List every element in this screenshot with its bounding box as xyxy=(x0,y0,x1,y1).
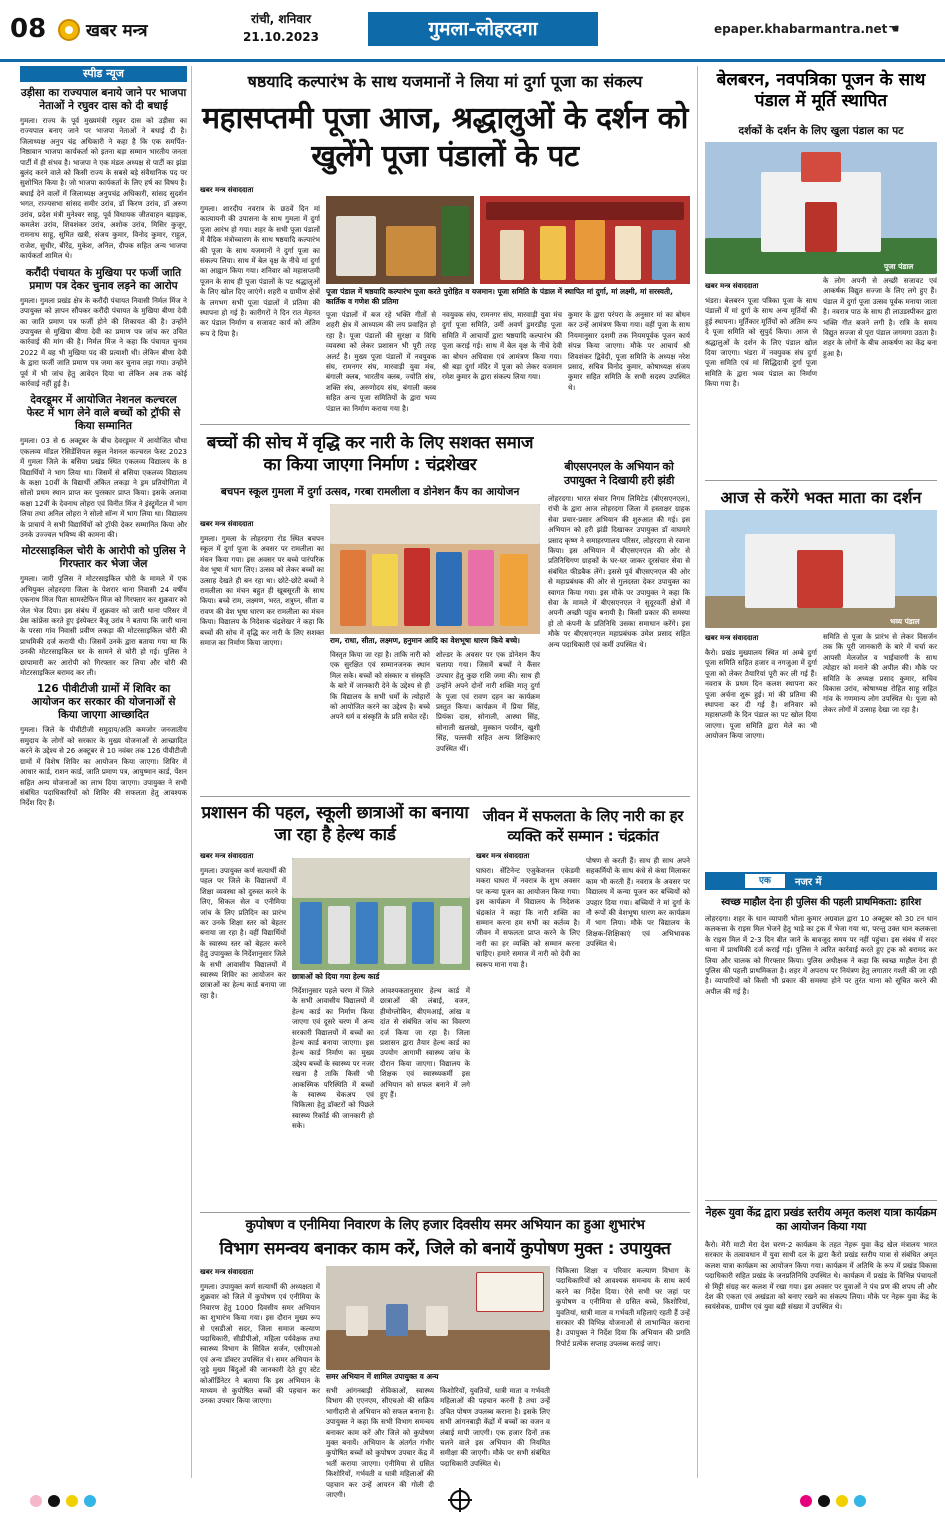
epaper-link[interactable]: epaper.khabarmantra.net xyxy=(714,22,888,36)
lead-kicker: षष्ठयादि कल्पारंभ के साथ यजमानों ने लिया मां दुर्गा पूजा का संकल्प xyxy=(247,72,643,91)
color-dot xyxy=(800,1495,812,1507)
brand-logo-icon xyxy=(58,19,80,41)
divider xyxy=(705,1200,937,1201)
speed-news-headline: 126 पीवीटीजी ग्रामों में शिविर का आयोजन कर सरकार की योजनाओं से किया जाएगा आच्छादित xyxy=(31,683,176,722)
story4-headline: प्रशासन की पहल, स्कूली छात्राओं का बनाया जा रहा है हेल्थ कार्ड xyxy=(201,803,469,845)
story6-byline: खबर मन्त्र संवाददाता xyxy=(200,1268,254,1276)
lead-text-col1: गुमला। शारदीय नवरात्र के छठवें दिन मां कात्यायनी की उपासना के साथ गुमला में दुर्गा पूजा आरंभ हो गया। शहर के सभी पूजा पंडालों में वैदिक मंत्रोच्चारण के साथ षष्ठयादि कल्पारंभ की पूजा के साथ यजमानों ने दुर्गा पूजा का संकल्प लिया। साथ में बेल वृक्ष के नीचे मां दुर्गा का आह्वान किया गया। शनिवार को महासप्तमी पूजन के साथ ही पूजा पंडालों के पट श्रद्धालुओं के लिए खोल दिए जाएंगे। शहरी व ग्रामीण क्षेत्रों के लगभग सभी पूजा पंडालों में प्रतिमा की स्थापना हो गई है। कारीगरों ने दिन रात मेहनत कर पंडाल निर्माण व सजावट कार्य को अंतिम रूप दे दिया है। xyxy=(200,204,320,338)
pandal-photo-caption: पूजा पंडाल xyxy=(884,262,914,271)
registration-mark-icon xyxy=(450,1490,470,1510)
story4-photo-caption: छात्राओं को दिया गया हेल्थ कार्ड xyxy=(292,972,380,981)
column-divider xyxy=(697,66,698,1478)
lead-text-col4: कुमार के द्वारा परंपरा के अनुसार मां का बोधन कर उन्हें आमंत्रण किया गया। वहीं पूजा के साथ नियमानुसार दशमी तक नियमपूर्वक पूजन कार्य संपन्न किया जाएगा। मौके पर आचार्य श्री शिवशंकर द्विवेदी, पूजा समिति के अध्यक्ष नरेश प्रसाद, सचिव विनोद कुमार, कोषाध्यक्ष संजय कुमार सहित समिति के सभी सदस्य उपस्थित थे। xyxy=(568,310,690,392)
brand-name: खबर मन्त्र xyxy=(86,21,148,41)
story2-byline: खबर मन्त्र संवाददाता xyxy=(200,520,254,528)
section-title: गुमला-लोहरदगा xyxy=(368,12,598,46)
lead-headline: महासप्तमी पूजा आज, श्रद्धालुओं के दर्शन को खुलेंगे पूजा पंडालों के पट xyxy=(202,101,688,174)
right-text-col2: के लोग अपनी से अच्छी सजावट एवं आकर्षक विद्युत सज्जा के लिए लगे हुए हैं। पंडाल में दुर्गा पूजा उत्सव पूर्वक मनाया जाता है। नवरात्र पाठ के साथ ही लाउडस्पीकर द्वारा भक्ति गीत बजने लगी है। रात्रि के समय विद्युत सज्जा से पूरा पंडाल जगमगा उठता है। शहर के लोगों के बीच आकर्षण का केंद्र बना हुआ है। xyxy=(823,276,937,358)
story3-body: लोहरदगा। भारत संचार निगम लिमिटेड (बीएसएनएल), रांची के द्वारा आज लोहरदगा जिला में हस्ताक्षर ग्राहक सेवा प्रचार-प्रसार अभियान की शुरुआत की गई। इस अभियान को हरी झंडी दिखाकर उपायुक्त डॉ वाघमारे प्रसाद कृष्ण ने समाहरणालय परिसर, लोहरदगा से रवाना किया। इस अभियान में बीएसएनएल की ओर से प्रतिनिधिगण ग्राहकों के घर-घर जाकर दूरसंचार सेवा से संबंधित फीडबैक लेंगे। इससे पूर्व बीएसएनएल की ओर से महाप्रबंधक की ओर से गुलदस्ता देकर उपायुक्त का स्वागत किया गया। इस मौके पर उपायुक्त ने कहा कि सेवा के मामले में बीएसएनएल ने सुदूरवर्ती क्षेत्रों में अपनी अच्छी पहुंच बनायी है। किसी प्रकार की समस्या हो तो कंपनी के प्रतिनिधि उसका समाधान करेंगे। इस मौके पर बीएसएनएल महाप्रबंधक उमेश प्रसाद सहित अन्य पदाधिकारी एवं कर्मी उपस्थित थे। xyxy=(548,494,690,649)
divider xyxy=(705,480,937,481)
story6-photo xyxy=(326,1266,550,1370)
color-dot xyxy=(48,1495,60,1507)
speed-news-headline: देवरडूमर में आयोजित नेशनल कल्चरल फेस्ट में भाग लेने वाले बच्चों को ट्रॉफी से किया सम्मानित xyxy=(26,394,181,433)
speed-news-body: गुमला। राज्य के पूर्व मुख्यमंत्री रघुवर दास को उड़ीसा का राज्यपाल बनाए जाने पर भाजपा नेताओं ने बधाई दी है। जिलाध्यक्ष अनुप चंद्र अधिकारी ने कहा है कि एक समर्पित-निष्ठावान भाजपा कार्यकर्ता को इतना बड़ा सम्मान भारतीय जनता पार्टी में ही संभव है। भाजपा ने एक मंडल अध्यक्ष से पार्टी का झंडा बुलंद करने वाले को किसी राज्य के सबसे बड़े संवैधानिक पद पर सुशोभित किया है। जो भाजपा कार्यकर्ता के लिए हर्ष का विषय है। बधाई देने वालों में जिलाध्यक्ष अनुपचंद्र अधिकारी, सांसद सुदर्शन भगत, राज्यसभा सांसद समीर उरांव, डॉ किरण उरांव, डॉ अरुण उरांव, प्रदेश मंत्री मुनेश्वर साहू, पूर्व विधायक जीतवाहन बड़ाइक, कमलेश उरांव, शिवशंकर उरांव, अशोक उरांव, मिसिर कुजूर, रामनाथ साहू, सुमित खत्री, संजय कुमार, विनोद कुमार, राहुल, राजेश, सुधीर, बीरेंद्र, मुकेश, अनिल, दीपक सहित अन्य भाजपा कार्यकर्ता शामिल थे। xyxy=(20,116,187,261)
color-dot xyxy=(836,1495,848,1507)
right-headline: बेलबरन, नवपत्रिका पूजन के साथ पंडाल में मूर्ति स्थापित xyxy=(716,70,926,111)
story4-photo xyxy=(292,858,470,970)
ek-nazar-title: नजर में xyxy=(795,877,822,888)
speed-news-body: गुमला। 03 से 6 अक्टूबर के बीच देवरडूमर में आयोजित चौथा एकलव्य मॉडल रेसिडेंशियल स्कूल नेशनल कल्चरल फेस्ट 2023 में गुमला जिले के बसिया प्रखंड स्थित एकलव्य विद्यालय के 8 विद्यार्थियों ने भाग लिया था। जिसमें से बसिया एकलव्य विद्यालय के कक्षा 10वीं के विद्यार्थी अंकित लकड़ा ने ड्रम प्रतियोगिता में सोलो प्रथम स्थान प्राप्त कर पुरस्कार प्राप्त किया। इसके अलावा कक्षा 12वीं के देवनाथ लोहरा एवं विनीत मिंज ने इंस्ट्रूमेंटल में भाग लिया तथा अनिल लोहरा ने सोलो सॉन्ग में भाग लिया था। विद्यालय के प्राचार्य ने सभी विद्यार्थियों को ट्रॉफी देकर सम्मानित किया और उनके उज्ज्वल भविष्य की कामना की। xyxy=(20,436,187,539)
right-deck: दर्शकों के दर्शन के लिए खुला पंडाल का पट xyxy=(738,125,904,137)
lead-text-col3: नवयुवक संघ, रामनगर संघ, मारवाड़ी युवा मंच दुर्गा पूजा समिति, उर्मी अवर्ण डुमरडीह पूजा समिति में आचार्यों द्वारा षष्ठयादि कल्पारंभ की पूजा कराई गई। साथ में बेल वृक्ष के नीचे देवी का बोधन अधिवास एवं आमंत्रण किया गया। श्री बड़ा दुर्गा मंदिर में पूजा को लेकर यजमान रमेश कुमार के द्वारा संकल्प लिया गया। xyxy=(442,310,562,382)
right-headline-2: आज से करेंगे भक्त माता का दर्शन xyxy=(720,488,922,507)
divider xyxy=(200,796,690,797)
color-dot xyxy=(30,1495,42,1507)
story3-headline: बीएसएनएल के अभियान को उपायुक्त ने दिखायी हरी झंडी xyxy=(564,460,674,487)
story2-text-col2: विस्तृत किया जा रहा है। ताकि नारी को एक सुरक्षित एवं सम्मानजनक स्थान मिल सके। बच्चों को संस्कार व संस्कृति के बारे में जानकारी देने के उद्देश्य से ही कि विद्यालय के सभी धर्मों के त्योहारों को आयोजित करने का उद्देश्य है। बच्चे अपने धर्म व संस्कृति के प्रति सचेत रहें। xyxy=(330,650,430,722)
story2-photo-caption: राम, राधा, सीता, लक्ष्मण, हनुमान आदि का वेशभूषा धारण किये बच्चे। xyxy=(330,636,520,645)
story6-text-col3: किशोरियों, युवतियों, धात्री माता व गर्भवती महिलाओं की पहचान करनी है तथा उन्हें उचित पोषण उपलब्ध कराना है। इसके लिए सभी आंगनबाड़ी केंद्रों में बच्चों का वजन व लंबाई मापी जाएगी। एक हजार दिनों तक चलने वाले इस अभियान की नियमित समीक्षा की जाएगी। मौके पर सभी संबंधित पदाधिकारी उपस्थित थे। xyxy=(440,1386,550,1468)
right-byline: खबर मन्त्र संवाददाता xyxy=(705,282,759,290)
page-number: 08 xyxy=(10,14,47,44)
bhavya-pandal-photo xyxy=(705,510,937,628)
lead-byline: खबर मन्त्र संवाददाता xyxy=(200,186,254,194)
masthead xyxy=(0,0,945,62)
color-dot xyxy=(818,1495,830,1507)
city-day: रांची, शनिवार xyxy=(250,12,312,26)
speed-news-headline: करौंदी पंचायत के मुखिया पर फर्जी जाति प्रमाण पत्र देकर चुनाव लड़ने का आरोप xyxy=(25,266,182,292)
color-dot xyxy=(66,1495,78,1507)
story4-text-col2: निर्देशानुसार पहले चरण में जिले के सभी आवासीय विद्यालयों में हेल्थ कार्ड का निर्माण किया जाएगा एवं दूसरे चरण में अन्य सरकारी विद्यालयों में बच्चों का हेल्थ कार्ड बनाया जाएगा। इस हेल्थ कार्ड निर्माण का मुख्य उद्देश्य बच्चों के स्वास्थ्य पर नजर रखना है ताकि किसी भी आकस्मिक परिस्थिति में बच्चों के स्वास्थ्य चेकअप एवं चिकित्सा हेतु डॉक्टरों को पिछले स्वास्थ्य रिकॉर्ड की जानकारी हो सके। xyxy=(292,986,374,1131)
story5-headline: जीवन में सफलता के लिए नारी का हर व्यक्ति करें सम्मान : चंद्रकांत xyxy=(482,807,684,845)
right-text-col3: कैरो। प्रखंड मुख्यालय स्थित मां अम्बे दुर्गा पूजा समिति सहित हजार व नगजुआ में दुर्गा पूजा को लेकर तैयारियां पूरी कर ली गई हैं। नवरात्र के प्रथम दिन कलश स्थापना कर पूजा अर्चना शुरू हुई। मां की प्रतिमा की स्थापना कर दी गई है। शनिवार को महासप्तमी के दिन पंडाल का पट खोल दिया जाएगा। पूजा समिति द्वारा मेले का भी आयोजन किया जाएगा। xyxy=(705,648,817,741)
speed-news-column xyxy=(20,66,192,1478)
right-byline-2: खबर मन्त्र संवाददाता xyxy=(705,634,759,642)
hand-cursor-icon: ☚ xyxy=(888,22,900,37)
print-footer xyxy=(0,1486,945,1517)
story6-text-col4: चिकित्सा शिक्षा व परिवार कल्याण विभाग के पदाधिकारियों को आवश्यक समन्वय के साथ कार्य करने का निर्देश दिया। ऐसे सभी घर जहां पर कुपोषण व एनीमिया से ग्रसित बच्चे, किशोरियां, युवतियां, धात्री माता व गर्भवती महिलाएं रहती हैं उन्हें सरकार की विभिन्न योजनाओं से लाभान्वित कराना है। उपायुक्त ने निर्देश दिया कि अभियान की प्रगति रिपोर्ट प्रत्येक सप्ताह उपलब्ध कराई जाए। xyxy=(556,1266,690,1348)
story4-byline: खबर मन्त्र संवाददाता xyxy=(200,852,254,860)
nehru-body: कैरो। मेरी माटी मेरा देश चरण-2 कार्यक्रम के तहत नेहरू युवा केंद्र खेल मंत्रालय भारत सरकार के तत्वावधान में युवा साथी दल के द्वारा कैरो प्रखंड स्तरीय यात्रा से संबंधित अमृत कलश यात्रा कार्यक्रम का आयोजन किया गया। कार्यक्रम में अतिथि के रूप में प्रखंड विकास पदाधिकारी सहित प्रखंड के जनप्रतिनिधि उपस्थित थे। कार्यक्रम में प्रखंड के विभिन्न पंचायतों से मिट्टी संग्रह कर कलश में रखा गया। इस अवसर पर युवाओं ने पंच प्रण की शपथ ली और देश की एकता एवं अखंडता को बनाए रखने का संकल्प लिया। मौके पर नेहरू युवा केंद्र के स्वयंसेवक, ग्रामीण एवं युवा बड़ी संख्या में उपस्थित थे। xyxy=(705,1240,937,1312)
story6-photo-caption: समर अभियान में शामिल उपायुक्त व अन्य xyxy=(326,1372,439,1381)
story6-text-col1: गुमला। उपायुक्त कर्ण सत्यार्थी की अध्यक्षता में शुक्रवार को जिले में कुपोषण एवं एनीमिया के निवारण हेतु 1000 दिवसीय समर अभियान का शुभारंभ किया गया। इस दौरान मुख्य रूप से एसडीओ सदर, जिला समाज कल्याण पदाधिकारी, सीडीपीओ, महिला पर्यवेक्षक तथा स्वास्थ्य विभाग के सिविल सर्जन, एसीएमओ एवं अन्य डॉक्टर उपस्थित थे। समर अभियान के जुड़े मुख्य बिंदुओं की जानकारी देते हुए स्टेट कोऑर्डिनेटर ने बताया कि इस अभियान के माध्यम से कुपोषित बच्चों की पहचान कर उनका उपचार किया जाएगा। xyxy=(200,1282,320,1406)
lead-photo-2 xyxy=(480,196,690,284)
right-text-col4: समिति से पूजा के प्रारंभ से लेकर विसर्जन तक कि पूरी जानकारी के बारे में चर्चा कर आपसी मेलजोल व भाईचारगी के साथ त्योहार को मनाने की अपील की। मौके पर समिति के अध्यक्ष प्रसाद कुमार, सचिव विकास उरांव, कोषाध्यक्ष रोहित साहू सहित गांव के गणमान्य लोग उपस्थित थे। पूजा को लेकर लोगों में उत्साह देखा जा रहा है। xyxy=(823,632,937,714)
color-dot xyxy=(854,1495,866,1507)
speed-news-body: गुमला। जिले के पीवीटीजी समुदाय/अति कमजोर जनजातीय समुदाय के लोगों को सरकार के मुख्य योजनाओं से आच्छादित करने के उद्देश्य से 26 अक्टूबर से 10 नवंबर तक 126 पीवीटीजी ग्रामों में विशेष शिविर का आयोजन किया जाएगा। शिविर में आधार कार्ड, राशन कार्ड, जाति प्रमाण पत्र, आयुष्मान कार्ड, पेंशन सहित अन्य योजनाओं का लाभ दिया जाएगा। उपायुक्त ने सभी संबंधित पदाधिकारियों को शिविर की सफलता हेतु आवश्यक निर्देश दिए हैं। xyxy=(20,725,187,808)
lead-photo-caption: पूजा पंडाल में षष्ठयादि कल्पारंभ पूजा करते पुरोहित व यजमान। पूजा समिति के पंडाल में स्थापित मां दुर्गा, मां लक्ष्मी, मां सरस्वती, कार्तिक व गणेश की प्रतिमा xyxy=(326,287,673,306)
right-text-col1: भंडरा। बेलबरन पूजा पत्रिका पूजा के साथ पंडालों में मां दुर्गा के साथ अन्य मूर्तियों की हुई स्थापना। मूर्तिकार मूर्तियों को अंतिम रूप दे पूजा समिति को सुपुर्द किया। आज से श्रद्धालुओं के दर्शन के लिए पंडाल खोल दिया जाएगा। भंडरा में नवयुवक संघ दुर्गा पूजा समिति एवं मां सिद्धिदात्री दुर्गा पूजा समिति के द्वारा भव्य पंडाल का निर्माण किया गया है। xyxy=(705,296,817,389)
story5-text-col2: पोषण से करती हैं। साथ ही साथ अपने सहकर्मियों के साथ कंधे से कंधा मिलाकर काम भी करती हैं। नवरात्र के अवसर पर विद्यालय में कन्या पूजन कर बच्चियों को उपहार दिया गया। बच्चियों ने मां दुर्गा के नौ रूपों की वेशभूषा धारण कर कार्यक्रम में भाग लिया। मौके पर विद्यालय के शिक्षक-शिक्षिकाएं एवं अभिभावक उपस्थित थे। xyxy=(586,856,690,949)
pandal-photo xyxy=(705,142,937,274)
issue-date: 21.10.2023 xyxy=(243,30,319,44)
story2-headline: बच्चों की सोच में वृद्धि कर नारी के लिए सशक्त समाज का किया जाएगा निर्माण : चंद्रशेखर xyxy=(206,433,534,475)
story2-text-col3: शोल्डर के अवसर पर एक डोनेशन कैंप चलाया गया। जिसमें बच्चों ने कैंसर उपचार हेतु कुछ राशि जमा की। साथ ही उन्होंने अपने दोनों नारी शक्ति मातृ दुर्गा के पूजा एवं रावण दहन का कार्यक्रम प्रस्तुत किया। कार्यक्रम में प्रिया सिंह, प्रियंका दास, सोनाली, आस्था सिंह, सोनाली खलखो, मुस्कान परवीन, खुशी सिंह, पल्लवी सहित अन्य शिक्षिकाएं उपस्थित थीं। xyxy=(436,650,540,753)
story6-headline: विभाग समन्वय बनाकर काम करें, जिले को बनायें कुपोषण मुक्त : उपायुक्त xyxy=(219,1239,671,1259)
story5-text-col1: घाघरा। सेंटिनेन्ट एजुकेशनल एकेडमी मकरा घाघरा में नवरात्र के शुभ अवसर पर कन्या पूजन का आयोजन किया गया। इस कार्यक्रम में विद्यालय के निदेशक चंद्रकांत ने कहा कि नारी शक्ति का सम्मान करना हम सभी का कर्तव्य है। जीवन में सफलता प्राप्त करने के लिए नारी का हर व्यक्ति को सम्मान करना चाहिए। हमारे समाज में नारी को देवी का स्वरूप माना गया है। xyxy=(476,866,580,969)
lead-photo-1 xyxy=(326,196,474,284)
story5-byline: खबर मन्त्र संवाददाता xyxy=(476,852,530,860)
ek-nazar-label: एक xyxy=(745,874,785,888)
color-dot xyxy=(84,1495,96,1507)
story2-deck: बचपन स्कूल गुमला में दुर्गा उत्सव, गरबा रामलीला व डोनेशन कैंप का आयोजन xyxy=(220,486,520,498)
speed-news-headline: उड़ीसा का राज्यपाल बनाये जाने पर भाजपा नेताओं ने रघुवर दास को दी बधाई xyxy=(20,87,187,112)
bhavya-pandal-caption: भव्य पंडाल xyxy=(890,617,920,626)
story4-text-col3: आवश्यकतानुसार हेल्थ कार्ड में छात्राओं की लंबाई, वजन, हीमोग्लोबिन, बीएमआई, आंख व दांत से संबंधित जांच का विवरण दर्ज किया जा रहा है। जिला प्रशासन द्वारा तैयार हेल्थ कार्ड का उपयोग आगामी स्वास्थ्य जांच के दौरान किया जाएगा। विद्यालय के शिक्षक एवं स्वास्थ्यकर्मी इस अभियान को सफल बनाने में लगे हुए हैं। xyxy=(380,986,470,1100)
story6-kicker: कुपोषण व एनीमिया निवारण के लिए हजार दिवसीय समर अभियान का हुआ शुभारंभ xyxy=(245,1217,645,1233)
nazar-body: लोहरदगा। शहर के धान व्यापारी भोला कुमार अग्रवाल द्वारा 10 अक्टूबर को 30 टन धान कलकत्ता के राइस मिल भेजने हेतु भाड़े का ट्रक में भेजा गया था, परन्तु उक्त धान कलकत्ता के राइस मिल में 2-3 दिन बीत जाने के बावजूद समय पर नहीं पहुंचा। इस संबंध में सदर थाना में प्राथमिकी दर्ज कराई गई। पुलिस ने त्वरित कार्रवाई करते हुए ट्रक को बरामद कर लिया और चालक को गिरफ्तार किया। पुलिस अधीक्षक ने कहा कि स्वच्छ माहौल देना ही पुलिस की पहली प्राथमिकता है। शहर में अपराध पर नियंत्रण हेतु लगातार गश्ती की जा रही है। व्यापारियों को किसी भी प्रकार की समस्या होने पर तुरंत थाना को सूचित करने की अपील की गई है। xyxy=(705,914,937,996)
speed-news-body: गुमला। गुमला प्रखंड क्षेत्र के करौंदी पंचायत निवासी निर्मल मिंज ने उपायुक्त को ज्ञापन सौंपकर करौंदी पंचायत के मुखिया बीणा देवी का जाति प्रमाण पत्र फर्जी होने की शिकायत की है। उन्होंने उपायुक्त से मुखिया बीणा देवी का प्रमाण पत्र जांच कर उचित कार्रवाई की मांग की है। निर्मल मिंज ने कहा कि पंचायत चुनाव 2022 में वह भी मुखिया पद की प्रत्याशी थी। लेकिन बीणा देवी के द्वारा फर्जी जाति प्रमाण पत्र जमा कर चुनाव लड़ा गया। उन्होंने पूर्व में भी जांच हेतु आवेदन दिया था लेकिन अब तक कोई कार्रवाई नहीं हुई है। xyxy=(20,295,187,388)
dateline xyxy=(226,10,336,46)
speed-news-headline: मोटरसाइकिल चोरी के आरोपी को पुलिस ने गिरफ्तार कर भेजा जेल xyxy=(21,545,186,571)
divider xyxy=(200,1212,690,1213)
story4-text-col1: गुमला। उपायुक्त कर्ण सत्यार्थी की पहल पर जिले के विद्यालयों में शिक्षा व्यवस्था को दुरुस्त करने के लिए, सिकल सेल व एनीमिया जांच के लिए प्रतिदिन का प्रारंभ कर उनके शिक्षा स्तर को बेहतर बनाया जा रहा है। वहीं विद्यार्थियों के स्वास्थ्य स्तर को बेहतर करने हेतु उपायुक्त के निर्देशानुसार जिले के सभी आवासीय विद्यालयों में स्वास्थ्य शिविर का आयोजन कर छात्राओं का हेल्थ कार्ड बनाया जा रहा है। xyxy=(200,866,286,1000)
nazar-headline: स्वच्छ माहौल देना ही पुलिस की पहली प्राथमिकता: हारिश xyxy=(721,897,921,908)
nehru-headline: नेहरू युवा केंद्र द्वारा प्रखंड स्तरीय अमृत कलश यात्रा कार्यक्रम का आयोजन किया गया xyxy=(705,1206,937,1233)
speed-news-tag: स्पीड न्यूज xyxy=(20,66,187,82)
story2-photo xyxy=(330,504,540,634)
divider xyxy=(200,424,690,425)
story2-text-col1: गुमला। गुमला के लोहरदगा रोड स्थित बचपन स्कूल में दुर्गा पूजा के अवसर पर रामलीला का मंचन किया गया। इस अवसर पर बच्चे पारंपरिक वेश भूषा में भाग लिए। उत्सव को लेकर बच्चों का उत्साह देखते ही बन रहा था। छोटे-छोटे बच्चों ने रामलीला का मंचन बहुत ही खूबसूरती के साथ किया। बच्चे राम, लक्ष्मण, भरत, शत्रुघ्न, सीता व रावण की वेश भूषा धारण कर रामलीला का मंचन किया। विद्यालय के निदेशक चंद्रशेखर ने कहा कि बच्चों की सोच में वृद्धि कर नारी के लिए सशक्त समाज का निर्माण किया जाएगा। xyxy=(200,534,324,648)
speed-news-body: गुमला। जारी पुलिस ने मोटरसाइकिल चोरी के मामले में एक अभियुक्त लोहरदगा जिला के पेशरार थाना निवासी 24 वर्षीय एकनाथ मिंज पिता सामस्टेफिन मिंज को गिरफ्तार कर शुक्रवार को जेल भेज दिया। इस संबंध में शुक्रवार को जारी थाना परिसर में प्रेस कांफ्रेंस करते हुए इंस्पेक्टर बैजू उरांव ने बताया कि जारी थाना के परसा गांव निवासी प्रवीण लकड़ा की मोटरसाइकिल चोरी की प्राथमिकी दर्ज करायी थी। जिसमें उनके द्वारा बताया गया था कि उनकी मोटरसाइकिल घर के सामने से चोरी हो गई। पुलिस ने छापामारी कर आरोपी को गिरफ्तार कर लिया और चोरी की मोटरसाइकिल बरामद कर ली। xyxy=(20,574,187,678)
story6-text-col2: सभी आंगनबाड़ी सेविकाओं, स्वास्थ्य विभाग की एएनएम, सीएचओ की सक्रिय भागीदारी से अभियान को सफल बनाना है। उपायुक्त ने कहा कि सभी विभाग समन्वय बनाकर काम करें और जिले को कुपोषण मुक्त बनायें। अभियान के अंतर्गत गंभीर कुपोषित बच्चों को कुपोषण उपचार केंद्र में भर्ती कराया जाएगा। एनीमिया से ग्रसित किशोरियों, गर्भवती व धात्री महिलाओं की पहचान कर उन्हें आयरन की गोली दी जाएगी। xyxy=(326,1386,434,1500)
lead-text-col2: पूजा पंडालों में बज रहे भक्ति गीतों से शहरी क्षेत्र में आध्यात्म की लय प्रवाहित हो रहा है। पूजा पंडालों की सुरक्षा व विधि व्यवस्था को लेकर प्रशासन भी पूरी तरह अलर्ट है। मुख्य पूजा पंडालों में नवयुवक संघ, रामनगर संघ, मारवाड़ी युवा मंच, बंगाली क्लब, भारतीय क्लब, ज्योति संघ, शक्ति संघ, अरुणोदय संघ, बंगाली क्लब सहित अन्य पूजा समितियों के द्वारा भव्य पंडाल का निर्माण कराया गया है। xyxy=(326,310,436,413)
